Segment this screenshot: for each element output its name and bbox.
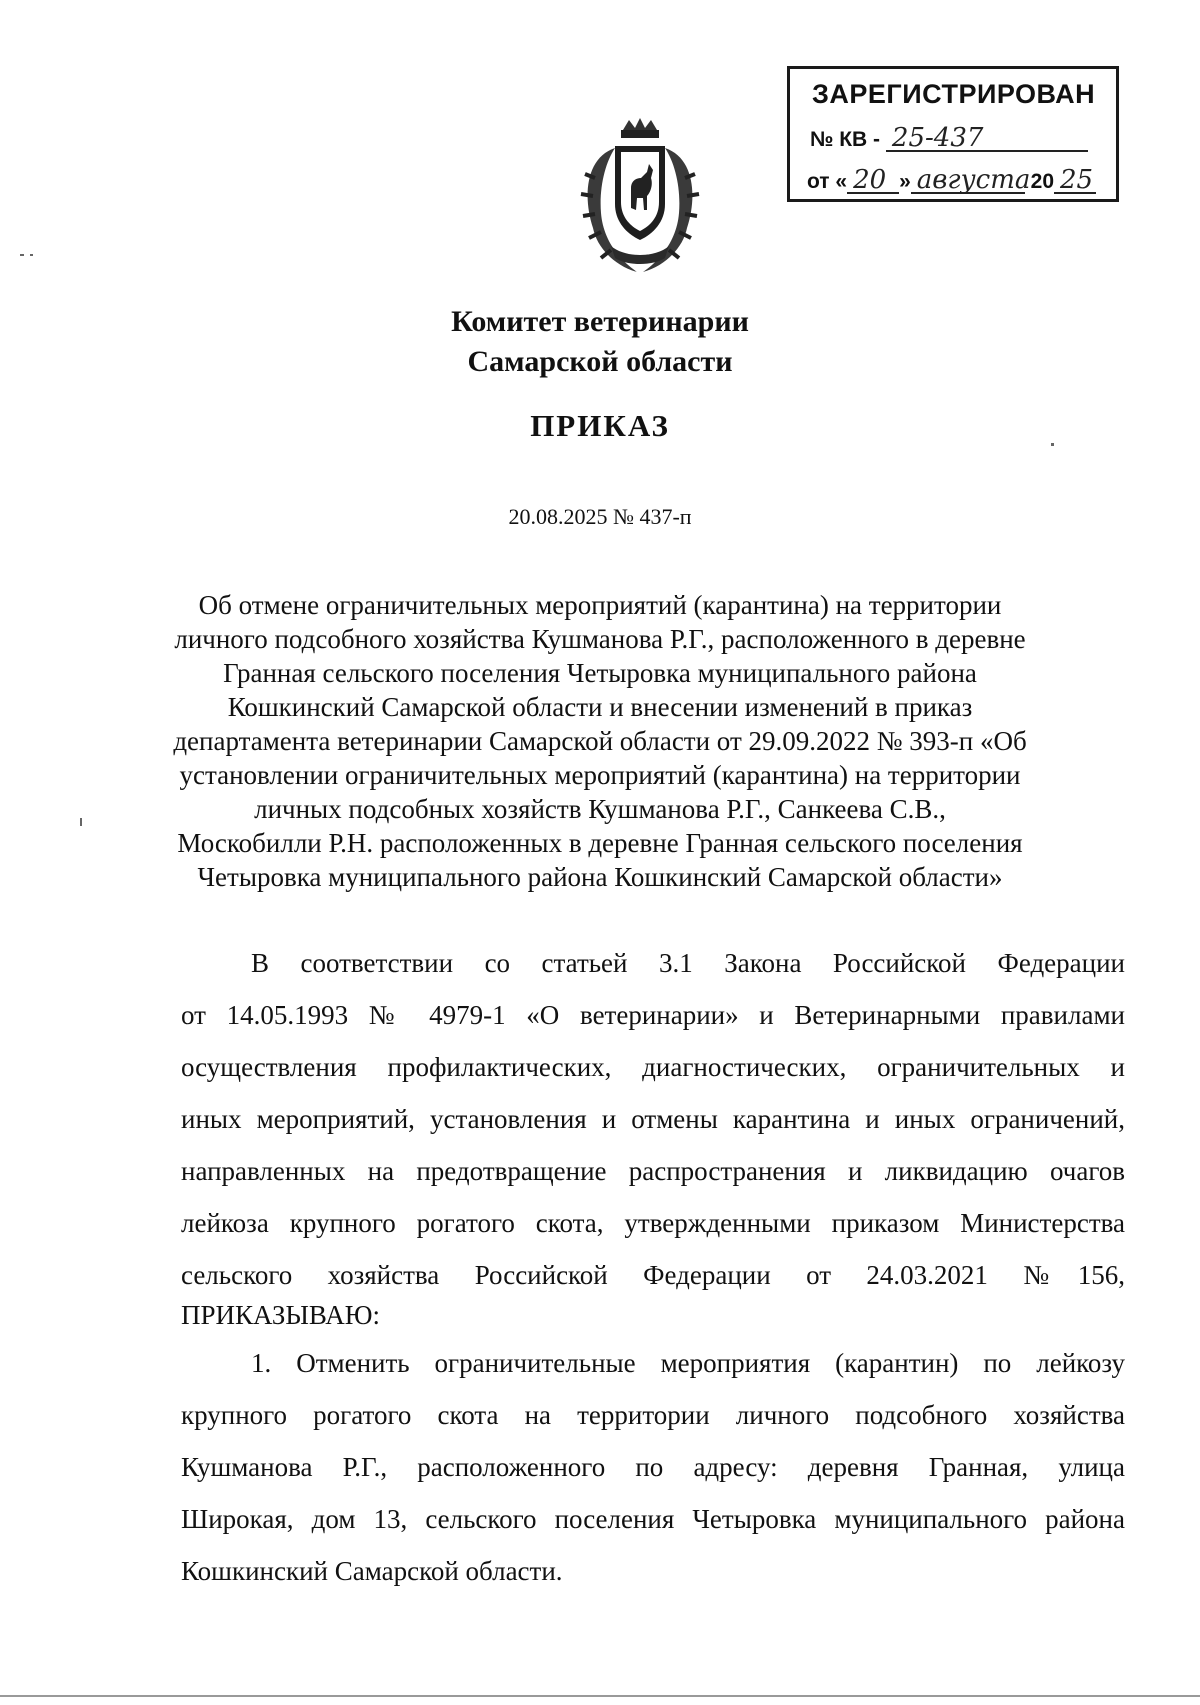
registration-stamp xyxy=(787,66,1119,202)
scan-speck xyxy=(30,254,33,256)
item-1-line: Кушманова Р.Г., расположенного по адресу: деревня Гранная, улица xyxy=(181,1452,1125,1482)
subject-line: Об отмене ограничительных мероприятий (карантина) на территории xyxy=(198,590,1002,620)
order-word: ПРИКАЗЫВАЮ: xyxy=(181,1300,380,1330)
item-1-line: крупного рогатого скота на территории личного подсобного хозяйства xyxy=(181,1400,1125,1430)
stamp-number-label: № КВ - xyxy=(810,128,881,151)
organization-name xyxy=(0,302,1200,382)
scan-speck xyxy=(80,818,82,826)
subject-line: Четыровка муниципального района Кошкинский Самарской области» xyxy=(197,862,1003,892)
stamp-number-row xyxy=(810,123,1088,153)
subject-line: департамента ветеринарии Самарской области от 29.09.2022 № 393-п «Об xyxy=(173,726,1027,756)
organization-line-2: Самарской области xyxy=(467,345,733,378)
stamp-year-handwritten: 25 xyxy=(1054,168,1096,194)
subject-line: Гранная сельского поселения Четыровка муниципального района xyxy=(223,658,977,688)
document-date-number: 20.08.2025 № 437-п xyxy=(508,504,692,529)
preamble-line: иных мероприятий, установления и отмены карантина и иных ограничений, xyxy=(181,1104,1125,1134)
samara-coat-of-arms-icon xyxy=(575,118,705,278)
stamp-number-handwritten: 25-437 xyxy=(886,126,1088,152)
subject-line: личных подсобных хозяйств Кушманова Р.Г., Санкеева С.В., xyxy=(254,794,946,824)
scan-bottom-edge xyxy=(0,1695,1200,1697)
item-1-line: 1. Отменить ограничительные мероприятия (карантин) по лейкозу xyxy=(251,1348,1125,1378)
stamp-title: ЗАРЕГИСТРИРОВАН xyxy=(812,79,1096,109)
preamble-line: от 14.05.1993 № 4979-1 «О ветеринарии» и Ветеринарными правилами xyxy=(181,1000,1125,1030)
subject-line: Кошкинский Самарской области и внесении изменений в приказ xyxy=(227,692,973,722)
stamp-date-mid: » xyxy=(899,170,911,193)
preamble-line: сельского хозяйства Российской Федерации от 24.03.2021 №156, xyxy=(181,1260,1125,1290)
preamble-line: осуществления профилактических, диагностических, ограничительных и xyxy=(181,1052,1125,1082)
item-1-line-last: Кошкинский Самарской области. xyxy=(181,1556,563,1586)
stamp-year-prefix: 20 xyxy=(1030,170,1054,193)
preamble-line: В соответствии со статьей 3.1 Закона Российской Федерации xyxy=(251,948,1125,978)
document-type: ПРИКАЗ xyxy=(530,408,670,443)
subject-line: установлении ограничительных мероприятий (карантина) на территории xyxy=(179,760,1021,790)
stamp-day-handwritten: 20 xyxy=(847,168,899,194)
organization-line-1: Комитет ветеринарии xyxy=(451,305,749,338)
subject-line: личного подсобного хозяйства Кушманова Р.Г., расположенного в деревне xyxy=(174,624,1026,654)
order-subject xyxy=(0,588,1200,894)
item-1-line: Широкая, дом 13, сельского поселения Четыровка муниципального района xyxy=(181,1504,1125,1534)
subject-line: Москобилли Р.Н. расположенных в деревне Гранная сельского поселения xyxy=(177,828,1023,858)
stamp-date-prefix: от « xyxy=(807,170,848,193)
stamp-date-row xyxy=(807,165,1096,195)
preamble-line: лейкоза крупного рогатого скота, утвержденными приказом Министерства xyxy=(181,1208,1125,1238)
stamp-month-handwritten: августа xyxy=(911,168,1025,194)
scan-speck xyxy=(1051,443,1054,446)
scan-speck xyxy=(20,254,24,256)
preamble-line: направленных на предотвращение распространения и ликвидацию очагов xyxy=(181,1156,1125,1186)
